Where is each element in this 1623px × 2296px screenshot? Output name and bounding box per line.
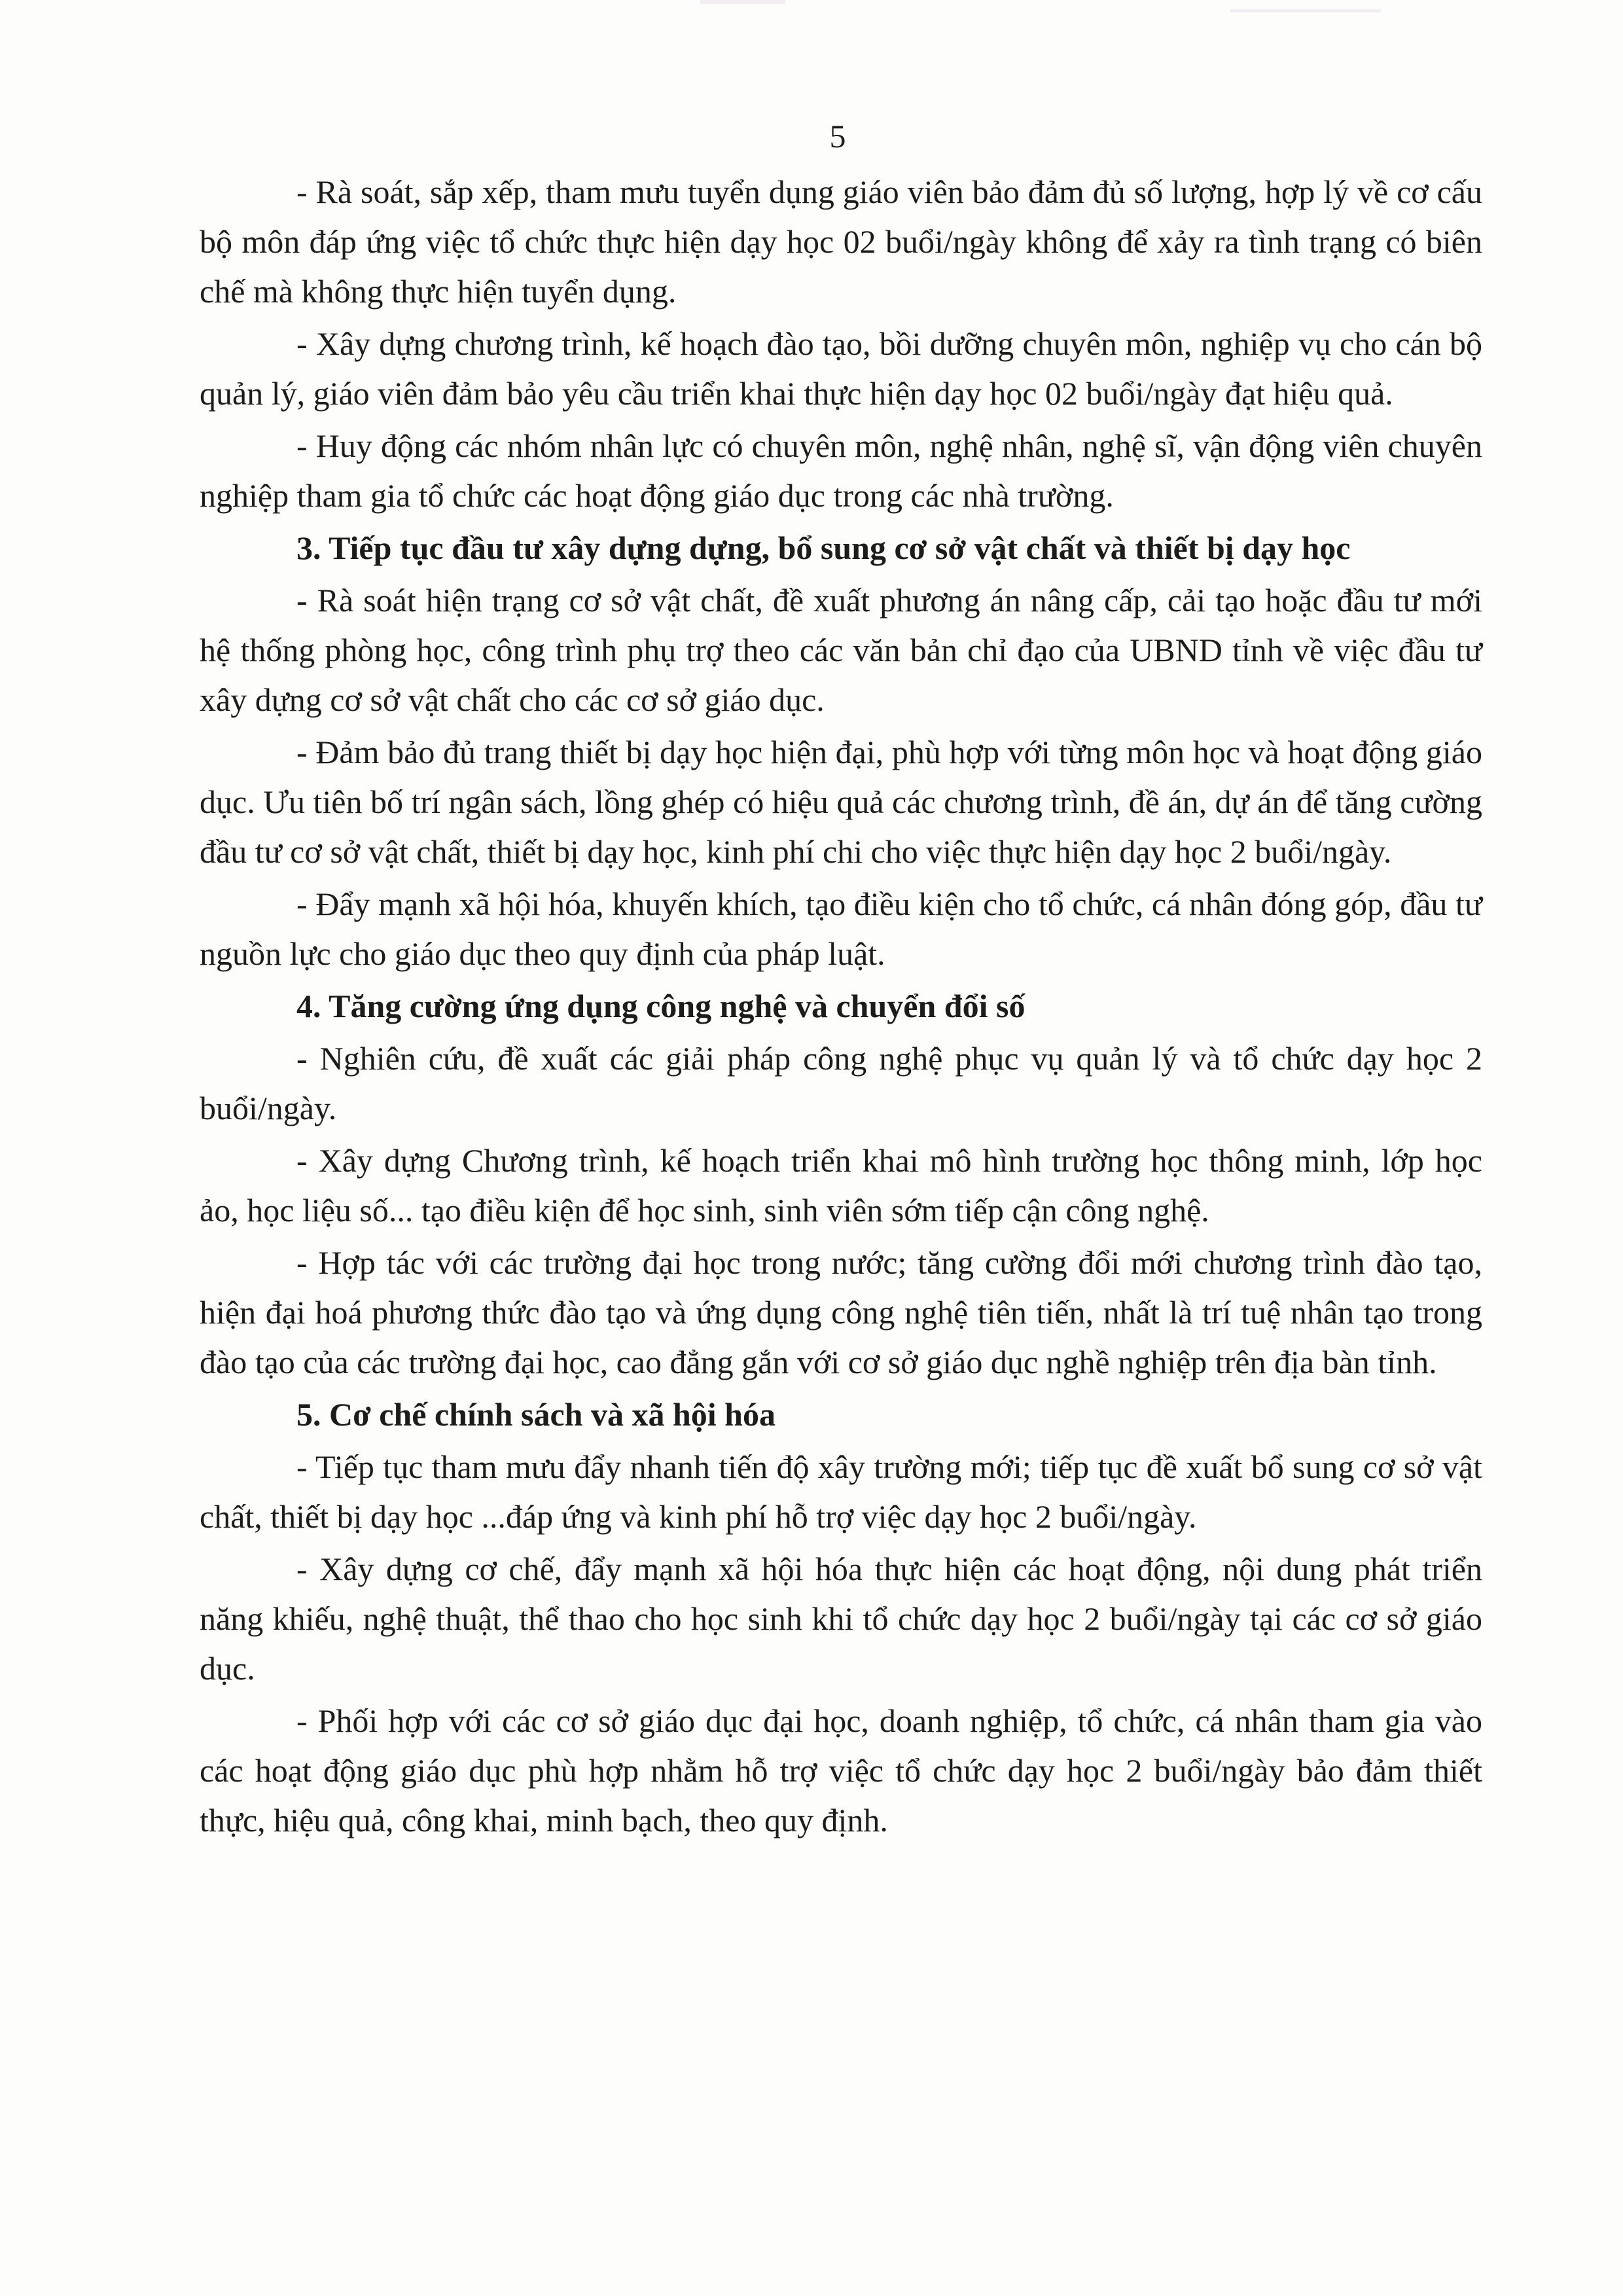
paragraph: - Nghiên cứu, đề xuất các giải pháp công nghệ phục vụ quản lý và tổ chức dạy học 2 buổi/ngày. [200,1040,1482,1126]
paragraph: - Đẩy mạnh xã hội hóa, khuyến khích, tạo điều kiện cho tổ chức, cá nhân đóng góp, đầu tư nguồn lực cho giáo dục theo quy định của pháp luật. [200,886,1482,972]
document-body [200,167,1482,1848]
paragraph: - Tiếp tục tham mưu đẩy nhanh tiến độ xây trường mới; tiếp tục đề xuất bổ sung cơ sở vật chất, thiết bị dạy học ...đáp ứng và kinh phí hỗ trợ việc dạy học 2 buổi/ngày. [200,1448,1482,1535]
paragraph: - Xây dựng cơ chế, đẩy mạnh xã hội hóa thực hiện các hoạt động, nội dung phát triển năng khiếu, nghệ thuật, thể thao cho học sinh khi tổ chức dạy học 2 buổi/ngày tại các cơ sở giáo dục. [200,1551,1482,1687]
section-heading: 3. Tiếp tục đầu tư xây dựng dựng, bổ sung cơ sở vật chất và thiết bị dạy học [296,529,1351,566]
paragraph: - Huy động các nhóm nhân lực có chuyên môn, nghệ nhân, nghệ sĩ, vận động viên chuyên nghiệp tham gia tổ chức các hoạt động giáo dục trong các nhà trường. [200,427,1482,514]
section-heading: 4. Tăng cường ứng dụng công nghệ và chuyển đổi số [296,988,1026,1024]
paragraph: - Phối hợp với các cơ sở giáo dục đại học, doanh nghiệp, tổ chức, cá nhân tham gia vào các hoạt động giáo dục phù hợp nhằm hỗ trợ việc tổ chức dạy học 2 buổi/ngày bảo đảm thiết thực, hiệu quả, công khai, minh bạch, theo quy định. [200,1702,1482,1839]
scan-mark [700,0,785,4]
paragraph: - Xây dựng Chương trình, kế hoạch triển khai mô hình trường học thông minh, lớp học ảo, học liệu số... tạo điều kiện để học sinh, sinh viên sớm tiếp cận công nghệ. [200,1142,1482,1229]
scan-mark [1230,9,1381,12]
section-heading: 5. Cơ chế chính sách và xã hội hóa [296,1396,776,1433]
paragraph: - Rà soát hiện trạng cơ sở vật chất, đề xuất phương án nâng cấp, cải tạo hoặc đầu tư mới hệ thống phòng học, công trình phụ trợ theo các văn bản chỉ đạo của UBND tỉnh về việc đầu tư xây dựng cơ sở vật chất cho các cơ sở giáo dục. [200,582,1482,718]
paragraph: - Rà soát, sắp xếp, tham mưu tuyển dụng giáo viên bảo đảm đủ số lượng, hợp lý về cơ cấu bộ môn đáp ứng việc tổ chức thực hiện dạy học 02 buổi/ngày không để xảy ra tình trạng có biên chế mà không thực hiện tuyển dụng. [200,173,1482,310]
paragraph: - Hợp tác với các trường đại học trong nước; tăng cường đổi mới chương trình đào tạo, hiện đại hoá phương thức đào tạo và ứng dụng công nghệ tiên tiến, nhất là trí tuệ nhân tạo trong đào tạo của các trường đại học, cao đẳng gắn với cơ sở giáo dục nghề nghiệp trên địa bàn tỉnh. [200,1244,1482,1380]
paragraph: - Xây dựng chương trình, kế hoạch đào tạo, bồi dưỡng chuyên môn, nghiệp vụ cho cán bộ quản lý, giáo viên đảm bảo yêu cầu triển khai thực hiện dạy học 02 buổi/ngày đạt hiệu quả. [200,325,1482,412]
page-number: 5 [829,118,846,154]
paragraph: - Đảm bảo đủ trang thiết bị dạy học hiện đại, phù hợp với từng môn học và hoạt động giáo dục. Ưu tiên bố trí ngân sách, lồng ghép có hiệu quả các chương trình, đề án, dự án để tăng cường đầu tư cơ sở vật chất, thiết bị dạy học, kinh phí chi cho việc thực hiện dạy học 2 buổi/ngày. [200,734,1482,870]
